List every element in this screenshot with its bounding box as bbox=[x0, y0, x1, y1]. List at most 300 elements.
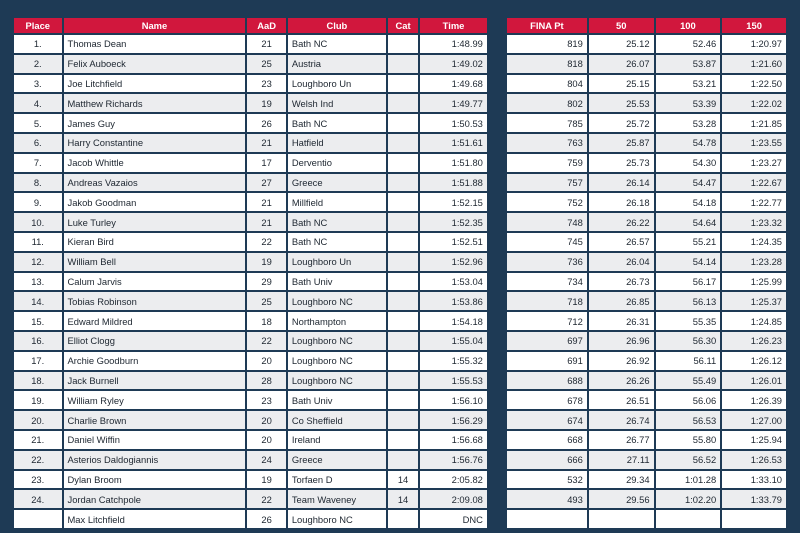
category-cell bbox=[388, 372, 418, 390]
split-100-cell: 56.30 bbox=[656, 332, 721, 350]
table-row[interactable] bbox=[14, 273, 786, 291]
age-cell: 19 bbox=[247, 471, 285, 489]
club-cell: Austria bbox=[288, 55, 386, 73]
split-100-cell: 56.06 bbox=[656, 391, 721, 409]
age-cell: 18 bbox=[247, 312, 285, 330]
category-cell bbox=[388, 292, 418, 310]
athlete-name-cell: Asterios Daldogiannis bbox=[64, 451, 246, 469]
age-cell: 25 bbox=[247, 55, 285, 73]
age-cell: 27 bbox=[247, 174, 285, 192]
category-cell bbox=[388, 510, 418, 528]
time-cell: 1:48.99 bbox=[420, 35, 487, 53]
category-cell bbox=[388, 114, 418, 132]
split-150-cell: 1:23.27 bbox=[722, 154, 786, 172]
split-100-cell: 1:01.28 bbox=[656, 471, 721, 489]
fina-points-cell: 752 bbox=[507, 193, 587, 211]
split-150-cell: 1:24.85 bbox=[722, 312, 786, 330]
age-cell: 22 bbox=[247, 490, 285, 508]
club-cell: Greece bbox=[288, 451, 386, 469]
place-cell: 10. bbox=[14, 213, 62, 231]
spacer-cell bbox=[498, 193, 505, 211]
split-150-cell: 1:25.94 bbox=[722, 431, 786, 449]
spacer-cell bbox=[498, 94, 505, 112]
place-cell bbox=[14, 510, 62, 528]
split-50-cell: 26.04 bbox=[589, 253, 654, 271]
fina-points-cell: 688 bbox=[507, 372, 587, 390]
split-150-cell: 1:22.50 bbox=[722, 75, 786, 93]
header-name[interactable]: Name bbox=[64, 18, 246, 33]
spacer-cell bbox=[489, 312, 496, 330]
split-150-cell: 1:25.99 bbox=[722, 273, 786, 291]
table-row[interactable] bbox=[14, 213, 786, 231]
fina-points-cell: 757 bbox=[507, 174, 587, 192]
spacer-cell bbox=[489, 75, 496, 93]
place-cell: 21. bbox=[14, 431, 62, 449]
time-cell: 1:56.76 bbox=[420, 451, 487, 469]
athlete-name-cell: Joe Litchfield bbox=[64, 75, 246, 93]
time-cell: 1:51.80 bbox=[420, 154, 487, 172]
time-cell: 1:53.04 bbox=[420, 273, 487, 291]
spacer-cell bbox=[489, 233, 496, 251]
header-split-150[interactable]: 150 bbox=[722, 18, 786, 33]
split-50-cell: 25.73 bbox=[589, 154, 654, 172]
table-row[interactable] bbox=[14, 490, 786, 508]
fina-points-cell: 691 bbox=[507, 352, 587, 370]
split-150-cell: 1:26.23 bbox=[722, 332, 786, 350]
category-cell bbox=[388, 193, 418, 211]
spacer-cell bbox=[489, 352, 496, 370]
spacer-cell bbox=[489, 431, 496, 449]
spacer-cell bbox=[498, 253, 505, 271]
athlete-name-cell: Dylan Broom bbox=[64, 471, 246, 489]
split-150-cell: 1:27.00 bbox=[722, 411, 786, 429]
place-cell: 17. bbox=[14, 352, 62, 370]
split-150-cell: 1:23.55 bbox=[722, 134, 786, 152]
table-row[interactable] bbox=[14, 35, 786, 53]
spacer-cell bbox=[489, 35, 496, 53]
table-row[interactable] bbox=[14, 312, 786, 330]
fina-points-cell: 736 bbox=[507, 253, 587, 271]
table-row[interactable] bbox=[14, 154, 786, 172]
club-cell: Hatfield bbox=[288, 134, 386, 152]
athlete-name-cell: Matthew Richards bbox=[64, 94, 246, 112]
split-50-cell: 27.11 bbox=[589, 451, 654, 469]
club-cell: Bath NC bbox=[288, 35, 386, 53]
club-cell: Bath NC bbox=[288, 114, 386, 132]
club-cell: Greece bbox=[288, 174, 386, 192]
category-cell bbox=[388, 55, 418, 73]
place-cell: 11. bbox=[14, 233, 62, 251]
place-cell: 19. bbox=[14, 391, 62, 409]
athlete-name-cell: Harry Constantine bbox=[64, 134, 246, 152]
fina-points-cell: 804 bbox=[507, 75, 587, 93]
time-cell: 1:55.53 bbox=[420, 372, 487, 390]
club-cell: Northampton bbox=[288, 312, 386, 330]
category-cell bbox=[388, 451, 418, 469]
split-50-cell: 26.73 bbox=[589, 273, 654, 291]
split-100-cell: 54.64 bbox=[656, 213, 721, 231]
time-cell: 1:55.04 bbox=[420, 332, 487, 350]
fina-points-cell: 818 bbox=[507, 55, 587, 73]
split-50-cell: 26.22 bbox=[589, 213, 654, 231]
split-50-cell: 26.77 bbox=[589, 431, 654, 449]
age-cell: 28 bbox=[247, 372, 285, 390]
club-cell: Loughboro Un bbox=[288, 75, 386, 93]
spacer-cell bbox=[489, 94, 496, 112]
spacer-cell bbox=[498, 213, 505, 231]
time-cell: 2:05.82 bbox=[420, 471, 487, 489]
place-cell: 20. bbox=[14, 411, 62, 429]
spacer-cell bbox=[489, 253, 496, 271]
spacer-cell bbox=[489, 372, 496, 390]
age-cell: 22 bbox=[247, 332, 285, 350]
spacer-cell bbox=[498, 391, 505, 409]
fina-points-cell: 802 bbox=[507, 94, 587, 112]
split-150-cell: 1:24.35 bbox=[722, 233, 786, 251]
age-cell: 25 bbox=[247, 292, 285, 310]
spacer-cell bbox=[498, 35, 505, 53]
category-cell bbox=[388, 213, 418, 231]
split-150-cell: 1:22.02 bbox=[722, 94, 786, 112]
category-cell bbox=[388, 391, 418, 409]
time-cell: 1:51.61 bbox=[420, 134, 487, 152]
header-row bbox=[14, 18, 786, 33]
table-row[interactable] bbox=[14, 391, 786, 409]
club-cell: Millfield bbox=[288, 193, 386, 211]
age-cell: 21 bbox=[247, 213, 285, 231]
split-100-cell: 56.13 bbox=[656, 292, 721, 310]
split-50-cell: 25.12 bbox=[589, 35, 654, 53]
place-cell: 15. bbox=[14, 312, 62, 330]
table-row[interactable] bbox=[14, 451, 786, 469]
split-50-cell: 25.72 bbox=[589, 114, 654, 132]
club-cell: Loughboro NC bbox=[288, 292, 386, 310]
age-cell: 21 bbox=[247, 193, 285, 211]
place-cell: 3. bbox=[14, 75, 62, 93]
athlete-name-cell: Felix Auboeck bbox=[64, 55, 246, 73]
athlete-name-cell: Luke Turley bbox=[64, 213, 246, 231]
fina-points-cell: 697 bbox=[507, 332, 587, 350]
spacer-cell bbox=[489, 273, 496, 291]
spacer-cell bbox=[498, 55, 505, 73]
header-split-100[interactable]: 100 bbox=[656, 18, 721, 33]
table-row[interactable] bbox=[14, 233, 786, 251]
split-100-cell: 54.30 bbox=[656, 154, 721, 172]
place-cell: 5. bbox=[14, 114, 62, 132]
spacer-cell bbox=[498, 292, 505, 310]
spacer-cell bbox=[498, 451, 505, 469]
split-100-cell: 54.18 bbox=[656, 193, 721, 211]
category-cell bbox=[388, 273, 418, 291]
place-cell: 12. bbox=[14, 253, 62, 271]
fina-points-cell: 785 bbox=[507, 114, 587, 132]
split-100-cell: 53.21 bbox=[656, 75, 721, 93]
results-body bbox=[14, 35, 786, 528]
split-100-cell: 56.11 bbox=[656, 352, 721, 370]
time-cell: 1:56.68 bbox=[420, 431, 487, 449]
spacer-cell bbox=[498, 312, 505, 330]
club-cell: Ireland bbox=[288, 431, 386, 449]
table-row[interactable] bbox=[14, 471, 786, 489]
athlete-name-cell: Charlie Brown bbox=[64, 411, 246, 429]
age-cell: 22 bbox=[247, 233, 285, 251]
club-cell: Loughboro NC bbox=[288, 510, 386, 528]
place-cell: 13. bbox=[14, 273, 62, 291]
place-cell: 8. bbox=[14, 174, 62, 192]
place-cell: 2. bbox=[14, 55, 62, 73]
spacer-cell bbox=[489, 292, 496, 310]
time-cell: 1:52.51 bbox=[420, 233, 487, 251]
athlete-name-cell: Thomas Dean bbox=[64, 35, 246, 53]
table-row[interactable] bbox=[14, 352, 786, 370]
time-cell: 2:09.08 bbox=[420, 490, 487, 508]
fina-points-cell: 734 bbox=[507, 273, 587, 291]
table-row[interactable] bbox=[14, 114, 786, 132]
table-row[interactable] bbox=[14, 510, 786, 528]
time-cell: 1:52.15 bbox=[420, 193, 487, 211]
spacer-cell bbox=[498, 431, 505, 449]
age-cell: 21 bbox=[247, 134, 285, 152]
club-cell: Loughboro NC bbox=[288, 372, 386, 390]
category-cell bbox=[388, 35, 418, 53]
category-cell bbox=[388, 253, 418, 271]
spacer-cell bbox=[498, 114, 505, 132]
spacer-cell bbox=[489, 193, 496, 211]
club-cell: Bath NC bbox=[288, 233, 386, 251]
category-cell: 14 bbox=[388, 471, 418, 489]
category-cell bbox=[388, 431, 418, 449]
club-cell: Torfaen D bbox=[288, 471, 386, 489]
spacer-cell bbox=[489, 55, 496, 73]
split-150-cell: 1:23.32 bbox=[722, 213, 786, 231]
spacer-cell bbox=[489, 114, 496, 132]
age-cell: 23 bbox=[247, 391, 285, 409]
split-150-cell: 1:33.10 bbox=[722, 471, 786, 489]
table-row[interactable] bbox=[14, 431, 786, 449]
age-cell: 20 bbox=[247, 431, 285, 449]
spacer-cell bbox=[498, 372, 505, 390]
spacer-cell bbox=[489, 471, 496, 489]
split-100-cell: 55.21 bbox=[656, 233, 721, 251]
club-cell: Bath NC bbox=[288, 213, 386, 231]
split-150-cell: 1:20.97 bbox=[722, 35, 786, 53]
split-150-cell: 1:26.53 bbox=[722, 451, 786, 469]
split-150-cell: 1:25.37 bbox=[722, 292, 786, 310]
split-100-cell: 55.35 bbox=[656, 312, 721, 330]
category-cell bbox=[388, 174, 418, 192]
category-cell bbox=[388, 332, 418, 350]
header-fina-points[interactable]: FINA Pt bbox=[507, 18, 587, 33]
table-row[interactable] bbox=[14, 372, 786, 390]
club-cell: Bath Univ bbox=[288, 391, 386, 409]
split-100-cell: 56.53 bbox=[656, 411, 721, 429]
split-150-cell: 1:23.28 bbox=[722, 253, 786, 271]
split-50-cell: 25.15 bbox=[589, 75, 654, 93]
age-cell: 24 bbox=[247, 451, 285, 469]
split-50-cell: 25.53 bbox=[589, 94, 654, 112]
table-row[interactable] bbox=[14, 55, 786, 73]
club-cell: Co Sheffield bbox=[288, 411, 386, 429]
spacer-cell bbox=[498, 510, 505, 528]
spacer-cell bbox=[489, 174, 496, 192]
spacer-cell bbox=[498, 471, 505, 489]
category-cell bbox=[388, 233, 418, 251]
split-50-cell: 26.07 bbox=[589, 55, 654, 73]
club-cell: Team Waveney bbox=[288, 490, 386, 508]
athlete-name-cell: Jack Burnell bbox=[64, 372, 246, 390]
split-100-cell: 53.28 bbox=[656, 114, 721, 132]
spacer-cell bbox=[489, 332, 496, 350]
club-cell: Loughboro Un bbox=[288, 253, 386, 271]
place-cell: 9. bbox=[14, 193, 62, 211]
category-cell bbox=[388, 134, 418, 152]
place-cell: 18. bbox=[14, 372, 62, 390]
split-150-cell: 1:22.77 bbox=[722, 193, 786, 211]
athlete-name-cell: Edward Mildred bbox=[64, 312, 246, 330]
split-100-cell: 56.17 bbox=[656, 273, 721, 291]
time-cell: 1:51.88 bbox=[420, 174, 487, 192]
spacer-cell bbox=[498, 75, 505, 93]
place-cell: 1. bbox=[14, 35, 62, 53]
athlete-name-cell: Jordan Catchpole bbox=[64, 490, 246, 508]
athlete-name-cell: Kieran Bird bbox=[64, 233, 246, 251]
fina-points-cell: 763 bbox=[507, 134, 587, 152]
athlete-name-cell: Jakob Goodman bbox=[64, 193, 246, 211]
table-row[interactable] bbox=[14, 94, 786, 112]
athlete-name-cell: Andreas Vazaios bbox=[64, 174, 246, 192]
split-150-cell: 1:26.39 bbox=[722, 391, 786, 409]
fina-points-cell: 493 bbox=[507, 490, 587, 508]
split-50-cell: 25.87 bbox=[589, 134, 654, 152]
table-row[interactable] bbox=[14, 174, 786, 192]
table-row[interactable] bbox=[14, 411, 786, 429]
time-cell: DNC bbox=[420, 510, 487, 528]
header-time[interactable]: Time bbox=[420, 18, 487, 33]
athlete-name-cell: Max Litchfield bbox=[64, 510, 246, 528]
category-cell: 14 bbox=[388, 490, 418, 508]
athlete-name-cell: Jacob Whittle bbox=[64, 154, 246, 172]
spacer-cell bbox=[489, 490, 496, 508]
table-row[interactable] bbox=[14, 75, 786, 93]
split-50-cell: 26.26 bbox=[589, 372, 654, 390]
table-row[interactable] bbox=[14, 332, 786, 350]
athlete-name-cell: William Ryley bbox=[64, 391, 246, 409]
age-cell: 23 bbox=[247, 75, 285, 93]
fina-points-cell: 759 bbox=[507, 154, 587, 172]
time-cell: 1:55.32 bbox=[420, 352, 487, 370]
header-club[interactable]: Club bbox=[288, 18, 386, 33]
place-cell: 23. bbox=[14, 471, 62, 489]
age-cell: 17 bbox=[247, 154, 285, 172]
split-50-cell: 26.14 bbox=[589, 174, 654, 192]
time-cell: 1:56.10 bbox=[420, 391, 487, 409]
header-aad[interactable]: AaD bbox=[247, 18, 285, 33]
split-50-cell: 26.96 bbox=[589, 332, 654, 350]
split-50-cell: 26.57 bbox=[589, 233, 654, 251]
split-100-cell: 54.14 bbox=[656, 253, 721, 271]
athlete-name-cell: James Guy bbox=[64, 114, 246, 132]
header-split-50[interactable]: 50 bbox=[589, 18, 654, 33]
fina-points-cell: 678 bbox=[507, 391, 587, 409]
spacer-cell bbox=[498, 273, 505, 291]
fina-points-cell: 748 bbox=[507, 213, 587, 231]
split-150-cell: 1:21.60 bbox=[722, 55, 786, 73]
fina-points-cell: 668 bbox=[507, 431, 587, 449]
time-cell: 1:49.02 bbox=[420, 55, 487, 73]
fina-points-cell: 666 bbox=[507, 451, 587, 469]
split-100-cell: 53.87 bbox=[656, 55, 721, 73]
split-50-cell: 26.85 bbox=[589, 292, 654, 310]
table-row[interactable] bbox=[14, 134, 786, 152]
fina-points-cell: 718 bbox=[507, 292, 587, 310]
club-cell: Derventio bbox=[288, 154, 386, 172]
spacer-cell bbox=[489, 134, 496, 152]
age-cell: 19 bbox=[247, 253, 285, 271]
spacer-cell bbox=[498, 233, 505, 251]
header-place[interactable]: Place bbox=[14, 18, 62, 33]
spacer-cell bbox=[489, 451, 496, 469]
age-cell: 21 bbox=[247, 35, 285, 53]
fina-points-cell: 712 bbox=[507, 312, 587, 330]
time-cell: 1:56.29 bbox=[420, 411, 487, 429]
split-100-cell: 55.80 bbox=[656, 431, 721, 449]
split-100-cell bbox=[656, 510, 721, 528]
fina-points-cell bbox=[507, 510, 587, 528]
split-50-cell bbox=[589, 510, 654, 528]
split-150-cell: 1:26.12 bbox=[722, 352, 786, 370]
club-cell: Loughboro NC bbox=[288, 352, 386, 370]
time-cell: 1:52.35 bbox=[420, 213, 487, 231]
spacer-cell bbox=[498, 154, 505, 172]
category-cell bbox=[388, 154, 418, 172]
time-cell: 1:52.96 bbox=[420, 253, 487, 271]
athlete-name-cell: Calum Jarvis bbox=[64, 273, 246, 291]
fina-points-cell: 745 bbox=[507, 233, 587, 251]
split-100-cell: 56.52 bbox=[656, 451, 721, 469]
header-cat[interactable]: Cat bbox=[388, 18, 418, 33]
athlete-name-cell: Tobias Robinson bbox=[64, 292, 246, 310]
spacer-cell bbox=[498, 174, 505, 192]
fina-points-cell: 674 bbox=[507, 411, 587, 429]
split-50-cell: 26.51 bbox=[589, 391, 654, 409]
place-cell: 14. bbox=[14, 292, 62, 310]
table-row[interactable] bbox=[14, 193, 786, 211]
category-cell bbox=[388, 352, 418, 370]
split-50-cell: 29.34 bbox=[589, 471, 654, 489]
time-cell: 1:49.77 bbox=[420, 94, 487, 112]
time-cell: 1:53.86 bbox=[420, 292, 487, 310]
spacer-cell bbox=[498, 352, 505, 370]
split-150-cell: 1:22.67 bbox=[722, 174, 786, 192]
spacer-cell bbox=[498, 18, 505, 33]
split-100-cell: 55.49 bbox=[656, 372, 721, 390]
spacer-cell bbox=[489, 391, 496, 409]
split-150-cell: 1:26.01 bbox=[722, 372, 786, 390]
split-100-cell: 1:02.20 bbox=[656, 490, 721, 508]
split-50-cell: 26.92 bbox=[589, 352, 654, 370]
club-cell: Loughboro NC bbox=[288, 332, 386, 350]
place-cell: 24. bbox=[14, 490, 62, 508]
spacer-cell bbox=[498, 411, 505, 429]
place-cell: 16. bbox=[14, 332, 62, 350]
split-150-cell: 1:21.85 bbox=[722, 114, 786, 132]
table-row[interactable] bbox=[14, 292, 786, 310]
split-150-cell bbox=[722, 510, 786, 528]
spacer-cell bbox=[498, 134, 505, 152]
split-100-cell: 54.47 bbox=[656, 174, 721, 192]
table-row[interactable] bbox=[14, 253, 786, 271]
spacer-cell bbox=[489, 510, 496, 528]
